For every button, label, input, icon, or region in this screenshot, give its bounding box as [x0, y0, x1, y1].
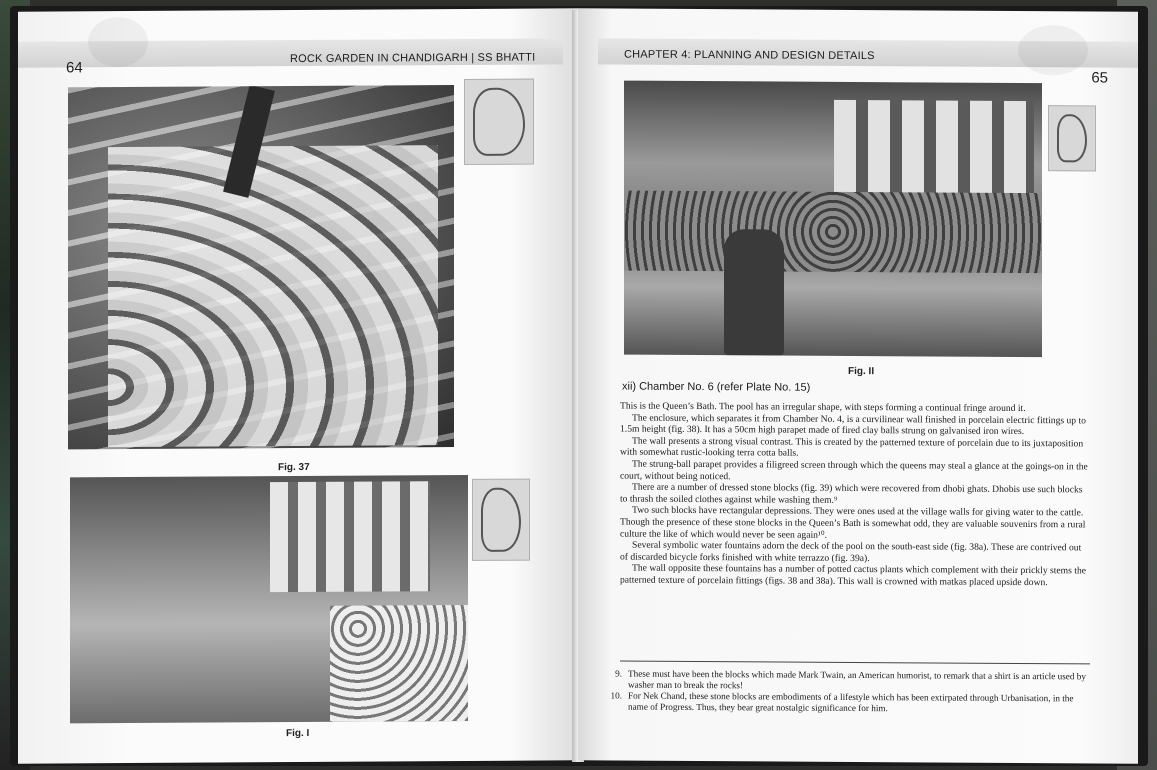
header-ornament	[88, 17, 148, 67]
man-figure	[724, 229, 784, 355]
figure-ii-caption: Fig. II	[848, 365, 875, 378]
running-head: CHAPTER 4: PLANNING AND DESIGN DETAILS	[624, 48, 875, 63]
paragraph: The wall opposite these fountains has a number of potted cactus plants which complement with their prickly stems the patterned texture of porcelain fittings (figs. 38 and 38a). This wall is crowned with matkas placed upside down.	[620, 562, 1086, 589]
figure-37-caption: Fig. 37	[278, 461, 310, 474]
figure-i-caption: Fig. I	[286, 727, 310, 740]
footnote	[608, 690, 1092, 715]
paragraph: Several symbolic water fountains adorn the deck of the pool on the south-east side (fig. 38a). These are contrived out of discarded bicycle forks finished with white terrazzo (fig. 39a).	[620, 539, 1082, 564]
footnote	[608, 668, 1092, 693]
paragraph: The strung-ball parapet provides a filigreed screen through which the queens may steal a glance at the goings-on in the court, without being noticed.	[620, 458, 1088, 482]
sketch-thumbnail	[1048, 105, 1096, 171]
paragraph: There are a number of dressed stone blocks (fig. 39) which were recovered from dhobi ghats. Dhobis use such blocks to thrash the soiled clothes against while washing them.⁹	[620, 481, 1083, 506]
clay-ball-parapet	[624, 191, 1042, 274]
left-page	[18, 8, 578, 763]
header-ornament	[1018, 25, 1088, 75]
right-page	[578, 8, 1138, 763]
footnote-number: 10.	[610, 690, 622, 701]
section-title: xii) Chamber No. 6 (refer Plate No. 15)	[622, 380, 811, 394]
sketch-thumbnail	[464, 79, 534, 165]
curved-steps	[108, 145, 438, 447]
paragraph: This is the Queen’s Bath. The pool has an irregular shape, with steps forming a continual fringe around it.	[620, 400, 1026, 415]
statues-group	[834, 100, 1034, 201]
footnotes	[608, 668, 1092, 715]
paragraph: The wall presents a strong visual contrast. This is created by the patterned texture of porcelain due to its juxtaposition with somewhat rustic-looking terra cotta balls.	[620, 435, 1084, 460]
paragraph: Two such blocks have rectangular depressions. They were ones used at the village walls for giving water to the cattle. Though the presence of these stone blocks in the Queen’s Bath is somewhat odd, they are valuable souvenirs from a rural culture the like of which would never be seen again¹⁰.	[620, 504, 1086, 541]
body-text	[620, 401, 1090, 589]
footnote-divider	[620, 661, 1090, 665]
footnote-text: For Nek Chand, these stone blocks are embodiments of a lifestyle which has been extirpated through Urbanisation, in the name of Progress. Thus, they bear great nostalgic significance for him.	[628, 690, 1074, 714]
footnote-number: 9.	[615, 668, 622, 679]
statues-group	[270, 481, 430, 592]
sketch-thumbnail	[472, 479, 530, 561]
page-number: 65	[1091, 69, 1108, 87]
figure-ii-photo	[624, 81, 1042, 358]
footnote-text: These must have been the blocks which made Mark Twain, an American humorist, to remark that a shirt is an article used by washer man to break the rocks!	[628, 668, 1086, 691]
figure-i-photo	[70, 475, 468, 723]
paragraph: The enclosure, which separates it from Chamber No. 4, is a curvilinear wall finished in porcelain electric fittings up to 1.5m height (fig. 38). It has a 50cm high parapet made of fired clay balls strung on galvanised iron wires.	[620, 412, 1086, 438]
figure-37-photo	[68, 85, 454, 449]
page-number: 64	[66, 59, 83, 77]
running-head: ROCK GARDEN IN CHANDIGARH | SS BHATTI	[290, 51, 536, 66]
stone-wall	[330, 605, 468, 722]
